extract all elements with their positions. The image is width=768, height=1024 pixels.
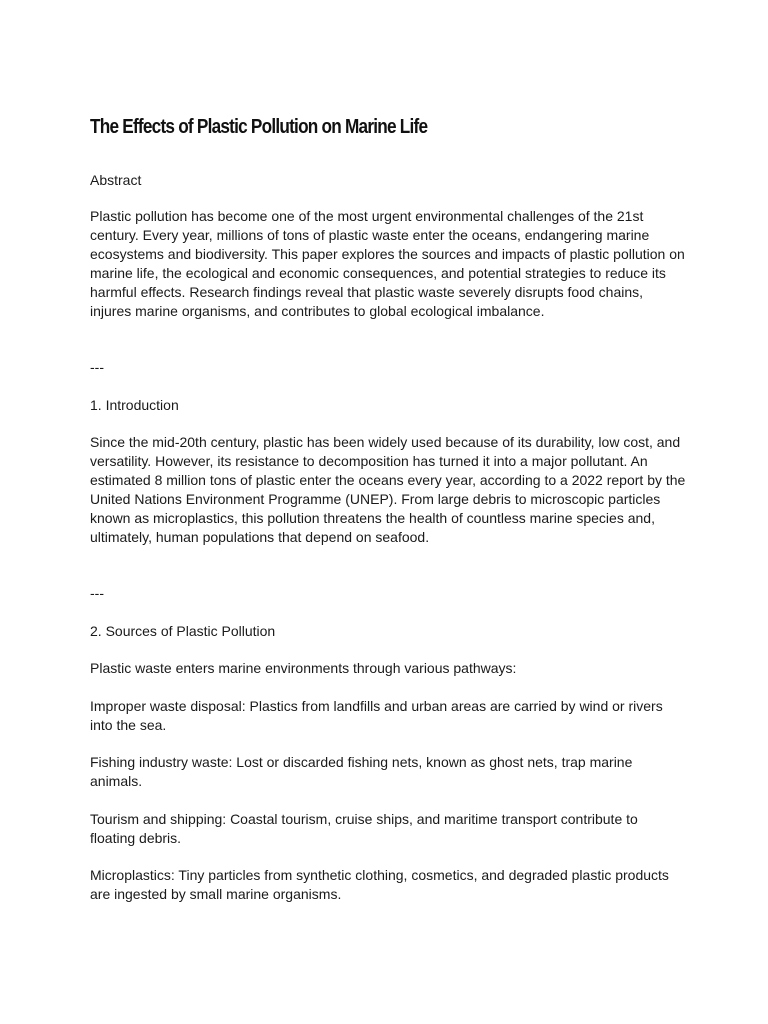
source-item-microplastics: Microplastics: Tiny particles from synthetic clothing, cosmetics, and degraded plastic products are ingested by small marine organisms. — [90, 867, 669, 902]
section-separator: --- — [90, 585, 104, 601]
source-item-waste-disposal: Improper waste disposal: Plastics from landfills and urban areas are carried by wind or rivers into the sea. — [90, 698, 663, 733]
sources-heading: 2. Sources of Plastic Pollution — [90, 623, 276, 639]
introduction-paragraph: Since the mid-20th century, plastic has been widely used because of its durability, low cost, and versatility. However, its resistance to decomposition has turned it into a major pollutant. An estimated 8 million tons of plastic enter the oceans every year, according to a 2022 report by the United Nations Environment Programme (UNEP). From large debris to microscopic particles known as microplastics, this pollution threatens the health of countless marine species and, ultimately, human populations that depend on seafood. — [90, 434, 686, 545]
section-separator: --- — [90, 359, 104, 375]
source-item-tourism-shipping: Tourism and shipping: Coastal tourism, cruise ships, and maritime transport contribute to floating debris. — [90, 811, 638, 846]
abstract-paragraph: Plastic pollution has become one of the most urgent environmental challenges of the 21st century. Every year, millions of tons of plastic waste enter the oceans, endangering marine ecosystems and biodiversity. This paper explores the sources and impacts of plastic pollution on marine life, the ecological and economic consequences, and potential strategies to reduce its harmful effects. Research findings reveal that plastic waste severely disrupts food chains, injures marine organisms, and contributes to global ecological imbalance. — [90, 208, 685, 319]
source-item-fishing-industry: Fishing industry waste: Lost or discarded fishing nets, known as ghost nets, trap marine animals. — [90, 754, 633, 789]
sources-intro-paragraph: Plastic waste enters marine environments through various pathways: — [90, 660, 517, 676]
introduction-heading: 1. Introduction — [90, 397, 179, 413]
abstract-heading: Abstract — [90, 172, 142, 188]
document-title: The Effects of Plastic Pollution on Marine Life — [90, 116, 428, 138]
